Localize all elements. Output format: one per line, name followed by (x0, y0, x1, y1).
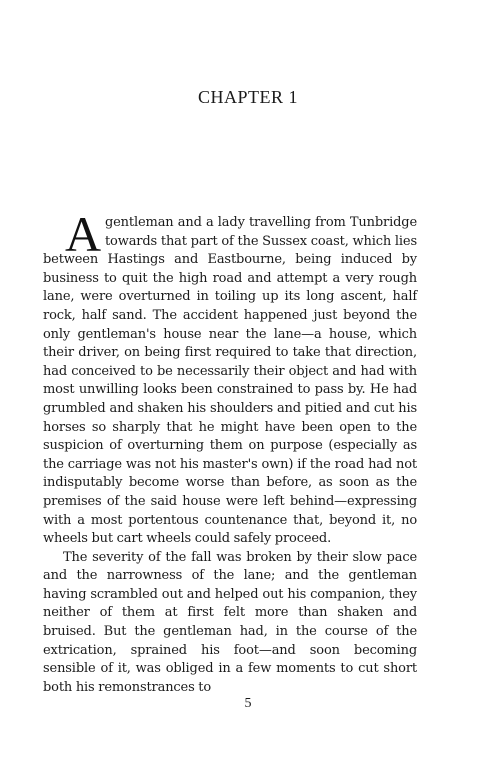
paragraph-first (43, 200, 417, 549)
drop-cap-letter: A (65, 206, 101, 262)
paragraph-2-text: The severity of the fall was broken by their slow pace and the narrowness of the lane; and the gentleman having scrambled out and helped out his companion, they neither of them at first felt more than shaken and bruised. But the gentleman had, in the course of the extrication, sprained his foot—and soon becoming sensible of it, was obliged in a few moments to cut short both his remonstrances to (43, 549, 417, 695)
paragraph-second (43, 549, 417, 698)
chapter-body (43, 200, 417, 697)
page-number: 5 (244, 696, 252, 711)
paragraph-1-text: gentleman and a lady travelling from Tunbridge towards that part of the Sussex coast, which lies between Hastings and Eastbourne, being induced by business to quit the high road and attempt a very rough lane, were overturned in toiling up its long ascent, half rock, half sand. The accident happened just beyond the only gentleman's house near the lane—a house, which their driver, on being first required to take that direction, had conceived to be necessarily their object and had with most unwilling looks been constrained to pass by. He had grumbled and shaken his shoulders and pitied and cut his horses so sharply that he might have been open to the suspicion of overturning them on purpose (especially as the carriage was not his master's own) if the road had not indisputably become worse than before, as soon as the premises of the said house were left behind—expressing with a most portentous countenance that, beyond it, no wheels but cart wheels could safely proceed. (43, 215, 417, 547)
chapter-title: CHAPTER 1 (197, 87, 298, 107)
